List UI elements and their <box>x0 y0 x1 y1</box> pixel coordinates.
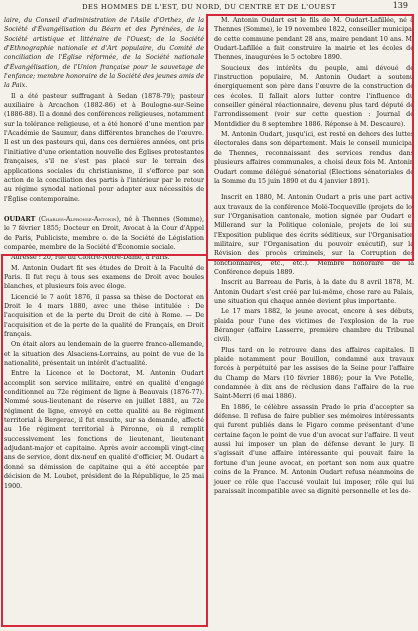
paragraph: M. Antonin Oudart, jusqu'ici, est resté en dehors des luttes électorales dans son département. Mais le conseil municipal de Thennes, reconnaissant des services rendus dans plusieurs affaires communales, a choisi deux fois M. Antonin Oudart comme délégué sénatorial (Élections sénatoriales de la Somme du 15 juin 1890 et du 4 janvier 1891). <box>214 131 414 185</box>
page-number: 139 <box>392 1 408 10</box>
paragraph: Plus tard on le retrouve dans des affaires capitales. Il plaide notamment pour Bouillon, condamné aux travaux forcés à perpétuité par les assises de la Seine pour l'affaire du Champ de Mars (10 février 1886); pour la Vve Potelle, condamnée à dix ans de réclusion dans l'affaire de la rue Saint-Merri (6 mai 1886). <box>214 346 414 401</box>
paragraph: M. Antonin Oudart fit ses études de Droit à la Faculté de Paris. Il fut reçu à tous ses examens de Droit avec boules blanches, et plusieurs fois avec éloge. <box>4 264 204 291</box>
paragraph: Licencié le 7 août 1876, il passa sa thèse de Doctorat en Droit le 4 mars 1880, avec une thèse intitulée : De l'acquisition et de la perte du Droit de cité à Rome. — De l'acquisition et de la perte de la qualité de Français, en Droit français. <box>4 293 204 338</box>
paragraph: M. Antonin Oudart est le fils de M. Oudart-Lafillée, né à Thennes (Somme), le 19 novembre 1822, conseiller municipal de cette commune pendant 28 ans, maire pendant 10 ans. M. Oudart-Lafillée a fait construire la mairie et les écoles de Thennes, inaugurées le 5 octobre 1890. <box>214 17 414 62</box>
paragraph: Il a été pasteur suffragant à Sedan (1878-79); pasteur auxiliaire à Arcachon (1882-86) et à Boulogne-sur-Seine (1886-88). Il a donné des conférences religieuses, notamment sur la tolérance religieuse, et a été honoré d'une mention par l'Académie de Saumur, dans différentes branches de l'œuvre. Il est un des pasteurs qui, dans ces dernières années, ont pris l'initiative d'une orientation nouvelle des Églises protestantes françaises, s'il ne s'est pas placé sur le terrain des applications sociales du christianisme, il s'efforce par son action de la conciliation des partis à l'intérieur par le retour au régime synodal national pour adapter aux nécessités de l'Église contemporaine. <box>4 92 204 203</box>
entry-header <box>4 215 204 252</box>
entry-address: Adresse : 20, rue du Cloître-Notre-Dame, à Paris. <box>11 254 170 262</box>
running-header <box>0 0 418 14</box>
paragraph: Inscrit en 1880, M. Antonin Oudart a pris une part active aux travaux de la conférence Molé-Tocqueville (projets de loi sur l'Organisation cantonale, motion signée par Oudart et Millerand sur la Politique coloniale, projets de loi sur l'Exposition publique des écrits séditieux, sur l'Organisation militaire, sur l'Organisation du pouvoir exécutif), sur la Révision des procès criminels, sur la Corruption des fonctionnaires, etc., etc.). Membre honoraire de la Conférence depuis 1889. <box>214 194 414 276</box>
entry-intro: né à Thennes (Somme), le 7 février 1855; Docteur en Droit, Avocat à la Cour d'Appel de Paris, Publiciste, membre o. de la Société de Législation comparée, membre de la Société d'Économie sociale. <box>4 215 204 251</box>
entry-given-names: (Charles-Alphonse-Antonin), <box>38 215 121 223</box>
paragraph: En 1886, le célèbre assassin Prado le pria d'accepter sa défense. Il refusa de faire publier ses mémoires intéressants qui furent publiés dans le Figaro comme présentant d'une certaine façon le point de vue d'un avocat sur l'affaire. Il veut aussi lui imposer un plan de défense devant le jury. Il s'agissait d'une affaire intéressante qui pouvait faire la fortune d'un jeune avocat, en portant son nom aux quatre coins de la France. M. Antonin Oudart refusa néanmoins de jouer ce rôle que l'accusé voulait lui imposer, rôle qui lui paraissait incompatible avec sa dignité personnelle et les de- <box>214 403 414 495</box>
running-title: DES HOMMES DE L'EST, DU NORD, DU CENTRE ET DE L'OUEST <box>82 3 336 11</box>
paragraph: laire, du Conseil d'administration de l'Asile d'Orthez, de la Société d'Évangélisation du Béarn et des Pyrénées, de la Société artistique et littéraire de l'Ouest; de la Société d'Ethnographie nationale et d'Art populaire, du Comité de conciliation de l'Église réformée, de la Société nationale d'Évangélisation, de l'Union française pour le sauvetage de l'enfance; membre honoraire de la Société des jeunes amis de la Paix. <box>4 17 204 90</box>
paragraph: Inscrit au Barreau de Paris, à la date du 8 avril 1878, M. Antonin Oudart s'est créé par lui-même, chose rare au Palais, une situation qui chaque année devient plus importante. <box>214 279 414 305</box>
highlight-box-left <box>1 254 208 627</box>
entry-name: OUDART <box>4 215 36 223</box>
highlight-box-right <box>206 14 414 261</box>
paragraph: Soucieux des intérêts du peuple, ami dévoué de l'instruction populaire, M. Antonin Oudart a soutenu énergiquement son père dans l'œuvre de la construction de ces écoles. Il fallait alors lutter contre l'influence du conseiller général réactionnaire, devenu plus tard député de l'arrondissement (voir sur cette question : Journal de Montdidier du 8 septembre 1886. Réponse à M. Descaure). <box>214 64 414 128</box>
paragraph: Le 17 mars 1882, le jeune avocat, encore à ses débuts, plaida pour l'une des victimes de l'explosion de la rue Béranger (affaire Lasserre, première chambre du Tribunal civil). <box>214 308 414 344</box>
paragraph: On était alors au lendemain de la guerre franco-allemande, et la situation des Alsaciens-Lorrains, au point de vue de la nationalité, présentait un intérêt d'actualité. <box>4 341 204 368</box>
paragraph: Entre la Licence et le Doctorat, M. Antonin Oudart accomplit son service militaire, entré en qualité d'engagé conditionnel au 72e régiment de ligne à Beauvais (1876-77). Nommé sous-lieutenant de réserve en juillet 1881, au 72e régiment de ligne, envoyé en cette qualité au 8e régiment territorial à Bergerac, il fut ensuite, sur sa demande, affecté au 16e régiment territorial à Péronne, où il remplit successivement les fonctions de lieutenant, lieutenant adjudant-major et capitaine. Après avoir accompli vingt-cinq ans de service, dont dix-neuf en qualité d'officier, M. Oudart a donné sa démission de capitaine qui a été acceptée par décision de M. Loubet, président de la République, le 25 mai 1900. <box>4 370 204 490</box>
